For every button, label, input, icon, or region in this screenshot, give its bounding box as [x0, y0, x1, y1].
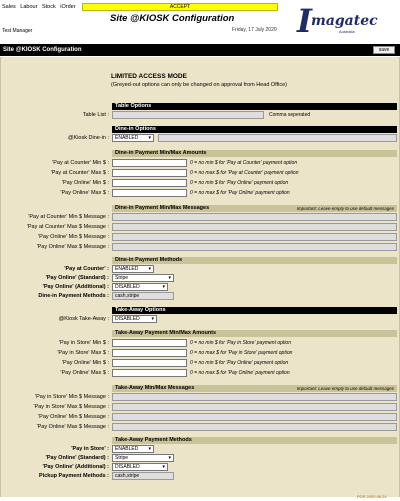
takeaway-options-title: Take-Away Options	[115, 307, 166, 313]
pickup-methods-summary-label: Pickup Payment Methods :	[39, 473, 109, 479]
kiosk-dinein-label: @Kiosk Dine-in :	[67, 135, 109, 141]
takeaway-minmax-header	[112, 330, 397, 337]
dinein-method-label: 'Pay Online' (Standard) :	[45, 275, 109, 281]
menu-item-labour[interactable]: Labour	[20, 4, 38, 10]
table-list-label: Table List :	[82, 112, 109, 118]
dinein-minmax-input[interactable]	[112, 169, 187, 177]
dinein-messages-important: Important: Leave empty to use default messages	[296, 206, 394, 211]
dinein-minmax-hint: 0 = no max $ for 'Pay at Counter' payment option	[190, 170, 299, 176]
dinein-message-input	[112, 213, 397, 221]
dinein-message-label: 'Pay Online' Min $ Message :	[38, 234, 109, 240]
takeaway-method-select[interactable]: ENABLED ▾	[112, 445, 154, 453]
dinein-method-label: 'Pay Online' (Additional) :	[42, 284, 109, 290]
dinein-minmax-label: 'Pay Online' Max $ :	[60, 190, 109, 196]
dinein-method-select[interactable]: ENABLED ▾	[112, 265, 154, 273]
takeaway-method-label: 'Pay Online' (Standard) :	[45, 455, 109, 461]
takeaway-minmax-input[interactable]	[112, 359, 187, 367]
dinein-minmax-hint: 0 = no min $ for 'Pay Online' payment option	[190, 180, 289, 186]
table-options-header	[112, 103, 397, 110]
dinein-message-input	[112, 233, 397, 241]
dinein-message-label: 'Pay at Counter' Max $ Message :	[26, 224, 109, 230]
takeaway-methods-header	[112, 437, 397, 444]
imagatec-logo	[297, 2, 378, 40]
takeaway-method-select[interactable]: DISABLED ▾	[112, 463, 168, 471]
version-footer: POS 2020.06.24	[357, 494, 387, 499]
dinein-minmax-hint: 0 = no min $ for 'Pay at Counter' payment option	[190, 160, 298, 166]
takeaway-minmax-hint: 0 = no max $ for 'Pay Online' payment option	[190, 370, 290, 376]
takeaway-method-label: 'Pay Online' (Additional) :	[42, 464, 109, 470]
dinein-options-header	[112, 126, 397, 133]
kiosk-dinein-select[interactable]: ENABLED ▾	[112, 134, 154, 142]
main-menu	[2, 4, 79, 10]
takeaway-methods-title: Take-Away Payment Methods	[115, 437, 192, 443]
logo-sub: Australia	[339, 29, 355, 34]
save-button[interactable]: save	[373, 46, 395, 54]
pickup-methods-summary-value: cash,stripe	[112, 472, 174, 480]
takeaway-minmax-label: 'Pay in Store' Max $ :	[57, 350, 109, 356]
takeaway-minmax-hint: 0 = no max $ for 'Pay in Store' payment option	[190, 350, 293, 356]
menu-item-sales[interactable]: Sales	[2, 4, 16, 10]
kiosk-takeaway-select[interactable]: DISABLED ▾	[112, 315, 157, 323]
dinein-minmax-label: 'Pay Online' Min $ :	[61, 180, 109, 186]
dinein-methods-summary-label: Dine-in Payment Methods :	[38, 293, 109, 299]
takeaway-message-label: 'Pay in Store' Min $ Message :	[35, 394, 109, 400]
section-header	[0, 44, 400, 56]
config-panel	[0, 57, 400, 497]
takeaway-messages-header	[112, 385, 397, 392]
dinein-message-input	[112, 243, 397, 251]
dinein-minmax-header	[112, 150, 397, 157]
table-options-title: Table Options	[115, 103, 152, 109]
accept-banner[interactable]: ACCEPT	[82, 3, 278, 11]
logo-word: magatec	[311, 13, 378, 29]
dinein-minmax-input[interactable]	[112, 159, 187, 167]
takeaway-message-input	[112, 403, 397, 411]
dinein-message-label: 'Pay Online' Max $ Message :	[36, 244, 109, 250]
dinein-method-label: 'Pay at Counter' :	[64, 266, 109, 272]
menu-item-stock[interactable]: Stock	[41, 4, 56, 10]
dinein-minmax-title: Dine-in Payment Min/Max Amounts	[115, 150, 207, 156]
takeaway-message-label: 'Pay Online' Min $ Message :	[38, 414, 109, 420]
takeaway-minmax-title: Take-Away Payment Min/Max Amounts	[115, 330, 217, 336]
takeaway-minmax-label: 'Pay Online' Min $ :	[61, 360, 109, 366]
takeaway-minmax-input[interactable]	[112, 339, 187, 347]
dinein-method-select[interactable]: DISABLED ▾	[112, 283, 168, 291]
takeaway-minmax-hint: 0 = no min $ for 'Pay in Store' payment option	[190, 340, 291, 346]
takeaway-minmax-label: 'Pay Online' Max $ :	[60, 370, 109, 376]
dinein-minmax-label: 'Pay at Counter' Max $ :	[50, 170, 109, 176]
takeaway-message-input	[112, 393, 397, 401]
dinein-methods-header	[112, 257, 397, 264]
takeaway-method-select[interactable]: Stripe ▾	[112, 454, 174, 462]
limited-access-heading: LIMITED ACCESS MODE	[111, 73, 187, 80]
logo-mark: I	[297, 2, 312, 40]
table-list-input	[112, 111, 264, 119]
dinein-options-title: Dine-in Options	[115, 126, 156, 132]
top-bar	[0, 0, 400, 42]
menu-item-iorder[interactable]: iOrder	[60, 4, 76, 10]
page-title: Site @KIOSK Configuration	[110, 13, 235, 24]
takeaway-messages-important: Important: Leave empty to use default messages	[296, 386, 394, 391]
dinein-message-input	[112, 223, 397, 231]
current-date: Friday, 17 July 2020	[232, 27, 277, 33]
takeaway-options-header	[112, 307, 397, 314]
takeaway-messages-title: Take-Away Min/Max Messages	[115, 385, 195, 391]
takeaway-minmax-label: 'Pay in Store' Min $ :	[58, 340, 109, 346]
dinein-messages-title: Dine-in Payment Min/Max Messages	[115, 205, 210, 211]
dinein-message-label: 'Pay at Counter' Min $ Message :	[28, 214, 109, 220]
dinein-methods-title: Dine-in Payment Methods	[115, 257, 183, 263]
limited-access-note: (Greyed-out options can only be changed on approval from Head Office)	[111, 82, 287, 88]
takeaway-minmax-input[interactable]	[112, 349, 187, 357]
takeaway-minmax-hint: 0 = no min $ for 'Pay Online' payment option	[190, 360, 289, 366]
dinein-method-select[interactable]: Stripe ▾	[112, 274, 174, 282]
takeaway-message-input	[112, 413, 397, 421]
dinein-minmax-input[interactable]	[112, 189, 187, 197]
user-name: Test Manager	[2, 28, 33, 34]
section-header-title: Site @KIOSK Configuration	[3, 47, 82, 53]
takeaway-message-input	[112, 423, 397, 431]
kiosk-dinein-extra-field	[158, 134, 397, 142]
takeaway-message-label: 'Pay in Store' Max $ Message :	[33, 404, 109, 410]
kiosk-takeaway-label: @Kiosk Take-Away :	[58, 316, 109, 322]
dinein-minmax-hint: 0 = no max $ for 'Pay Online' payment option	[190, 190, 290, 196]
takeaway-message-label: 'Pay Online' Max $ Message :	[36, 424, 109, 430]
dinein-messages-header	[112, 205, 397, 212]
dinein-methods-summary-value: cash,stripe	[112, 292, 174, 300]
takeaway-minmax-input[interactable]	[112, 369, 187, 377]
takeaway-method-label: 'Pay in Store' :	[71, 446, 109, 452]
dinein-minmax-input[interactable]	[112, 179, 187, 187]
dinein-minmax-label: 'Pay at Counter' Min $ :	[52, 160, 109, 166]
table-list-hint: Comma seperated	[269, 112, 311, 118]
